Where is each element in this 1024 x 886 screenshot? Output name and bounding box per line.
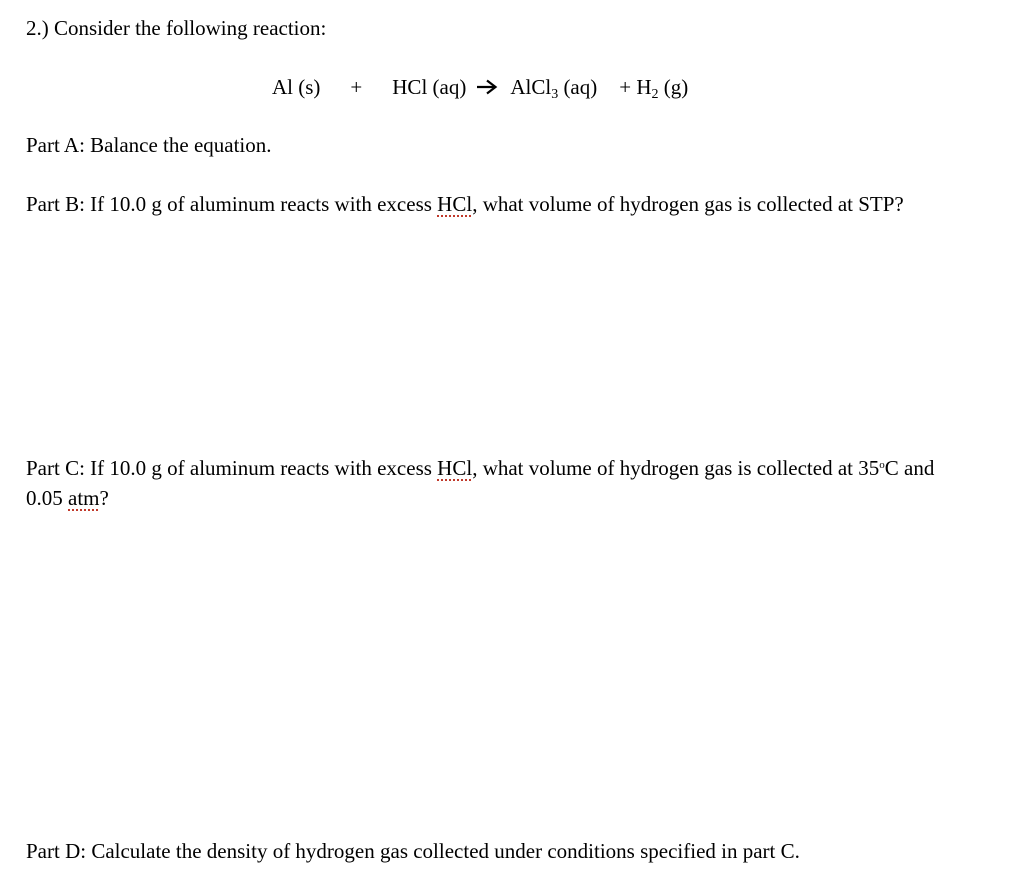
question-heading — [26, 13, 326, 43]
product-aluminum-chloride: AlCl$_3$ (aq) — [510, 75, 598, 102]
part-a-label: Part A: — [26, 133, 85, 157]
part-d-text: Calculate the density of hydrogen gas collected under conditions specified in part C. — [91, 839, 800, 863]
spellcheck-flagged-word: atm — [68, 486, 100, 510]
part-d — [26, 836, 800, 866]
part-c — [26, 453, 956, 513]
spellcheck-flagged-word: HCl — [437, 456, 473, 480]
part-b — [26, 189, 956, 219]
part-c-text-continued: , what volume of hydrogen gas is collected at 35 — [472, 456, 880, 480]
part-b-text-continued: , what volume of hydrogen gas is collected at STP? — [472, 192, 904, 216]
part-a — [26, 130, 272, 160]
reactant-aluminum: Al (s) — [272, 75, 321, 99]
question-number: 2.) — [26, 16, 49, 40]
part-c-label: Part C: — [26, 456, 85, 480]
chemical-equation — [272, 72, 688, 102]
reactant-hcl: HCl (aq) — [392, 75, 467, 99]
part-d-label: Part D: — [26, 839, 87, 863]
plus-sign: + — [619, 75, 632, 99]
part-c-question-mark: ? — [99, 486, 109, 510]
part-b-label: Part B: — [26, 192, 85, 216]
product-hydrogen: $H_2$ (g) — [636, 75, 689, 102]
part-c-text-continued: C and 0.05 — [26, 456, 935, 510]
question-prompt: Consider the following reaction: — [54, 16, 327, 40]
spellcheck-flagged-word: HCl — [437, 192, 473, 216]
part-c-text: If 10.0 g of aluminum reacts with excess — [90, 456, 432, 480]
part-b-text: If 10.0 g of aluminum reacts with excess — [90, 192, 432, 216]
degree-symbol: o — [879, 459, 885, 471]
plus-sign: + — [350, 75, 363, 99]
part-a-text: Balance the equation. — [90, 133, 272, 157]
right-arrow-icon — [476, 75, 498, 99]
